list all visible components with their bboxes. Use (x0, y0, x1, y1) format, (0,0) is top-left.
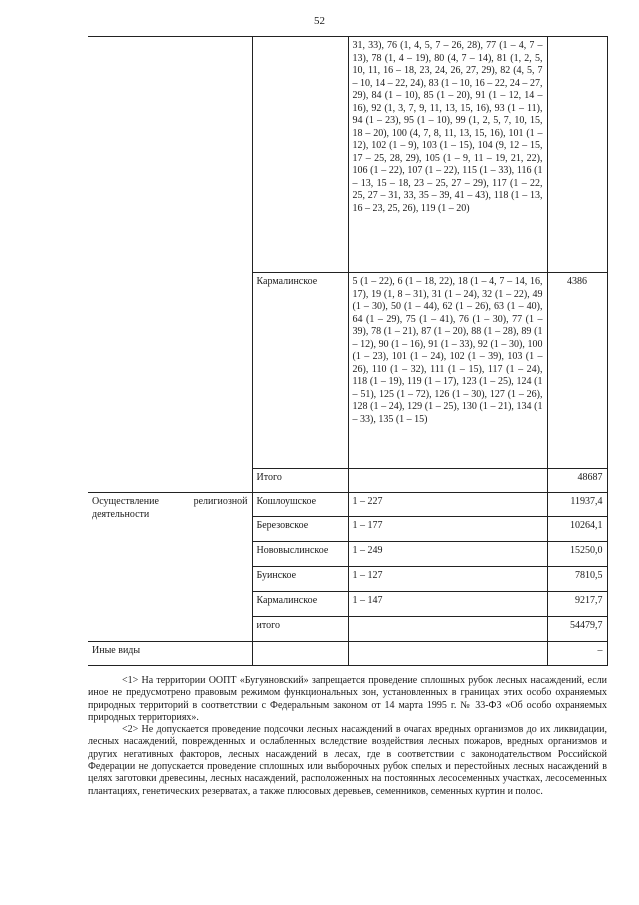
table-row (88, 37, 607, 273)
footnotes (88, 675, 607, 798)
table-row (88, 493, 607, 517)
forestry-cell (252, 642, 348, 666)
footnote-1: <1> На территории ООПТ «Бугуяновский» запрещается проведение сплошных рубок лесных насаждений, если иное не предусмотрено правовым режимом функциональных зон, установленных в границах этих особо охраняемых природных территорий в соответствии с Федеральным законом от 14 марта 1995 г. № 33-ФЗ «Об особо охраняемых природных территориях». (88, 675, 607, 723)
area-cell: 10264,1 (547, 517, 607, 542)
total-area-cell: 48687 (547, 469, 607, 493)
forestry-cell: Нововыслинское (252, 542, 348, 567)
quarters-cell: 5 (1 – 22), 6 (1 – 18, 22), 18 (1 – 4, 7 – 14, 16, 17), 19 (1, 8 – 31), 31 (1 – 24), 32 (1 – 22), 49 (1 – 30), 50 (1 – 44), 62 (1 – 26), 63 (1 – 40), 64 (1 – 29), 75 (1 – 41), 76 (1 – 30), 77 (1 – 39), 78 (1 – 21), 87 (1 – 20), 88 (1 – 28), 89 (1 – 12), 90 (1 – 16), 91 (1 – 33), 92 (1 – 30), 100 (1 – 23), 101 (1 – 24), 102 (1 – 39), 103 (1 – 26), 110 (1 – 32), 111 (1 – 15), 117 (1 – 24), 118 (1 – 19), 119 (1 – 17), 123 (1 – 25), 124 (1 – 51), 125 (1 – 72), 126 (1 – 30), 127 (1 – 26), 128 (1 – 24), 129 (1 – 25), 130 (1 – 21), 134 (1 – 33), 135 (1 – 15) (348, 273, 547, 469)
quarters-cell (348, 642, 547, 666)
quarters-cell: 1 – 127 (348, 567, 547, 592)
area-cell: 9217,7 (547, 592, 607, 617)
quarters-cell: 1 – 147 (348, 592, 547, 617)
forest-use-table (88, 36, 608, 666)
area-cell: – (547, 642, 607, 666)
quarters-cell: 31, 33), 76 (1, 4, 5, 7 – 26, 28), 77 (1 – 4, 7 – 13), 78 (1, 4 – 19), 80 (4, 7 – 14), 81 (1, 2, 5, 10, 11, 16 – 18, 23, 24, 26, 27, 29), 82 (4, 5, 7 – 10, 14 – 22, 24), 83 (1 – 10, 16 – 22, 24 – 27, 29), 84 (1 – 10), 85 (1 – 20), 91 (1 – 12, 14 – 16), 92 (1, 3, 7, 9, 11, 13, 15, 16), 93 (1 – 11), 94 (1 – 23), 95 (1 – 10), 99 (1, 2, 5, 7, 10, 15, 18 – 20), 100 (4, 7, 8, 11, 13, 15, 16), 101 (1 – 12), 102 (1 – 9), 103 (1 – 15), 104 (9, 12 – 15, 17 – 25, 28, 29), 105 (1 – 9, 11 – 19, 21, 22), 106 (1 – 22), 107 (1 – 22), 115 (1 – 33), 116 (1 – 13, 15 – 18, 23 – 25, 27 – 29), 117 (1 – 22, 25, 27 – 31, 33, 35 – 39, 41 – 43), 118 (1 – 13, 16 – 23, 25, 26), 119 (1 – 20) (348, 37, 547, 273)
quarters-cell: 1 – 227 (348, 493, 547, 517)
area-cell (547, 37, 607, 273)
activity-cell: Иные виды (88, 642, 252, 666)
total-label-cell: итого (252, 617, 348, 642)
area-cell: 11937,4 (547, 493, 607, 517)
quarters-cell: 1 – 249 (348, 542, 547, 567)
area-cell: 4386 (547, 273, 607, 469)
table-row (88, 642, 607, 666)
quarters-cell: 1 – 177 (348, 517, 547, 542)
forestry-cell: Березовское (252, 517, 348, 542)
forestry-cell: Кошлоушское (252, 493, 348, 517)
page-number: 52 (314, 15, 325, 27)
footnote-2: <2> Не допускается проведение подсочки лесных насаждений в очагах вредных организмов до их ликвидации, лесных насаждений, поврежденных и ослабленных вследствие воздействия лесных пожаров, вредных организмов и других негативных факторов, лесных насаждений в лесах, где в соответствии с законодательством Российской Федерации не допускается проведение сплошных или выборочных рубок спелых и перестойных лесных насаждений в целях заготовки древесины, лесных насаждений, расположенных на постоянных лесосеменных участках, лесосеменных плантациях, генетических резерватах, а также плюсовых деревьев, семенников, семенных куртин и полос. (88, 724, 607, 797)
forestry-cell: Буинское (252, 567, 348, 592)
area-cell: 15250,0 (547, 542, 607, 567)
activity-cell (88, 37, 252, 493)
forestry-cell: Кармалинское (252, 592, 348, 617)
quarters-cell (348, 617, 547, 642)
total-area-cell: 54479,7 (547, 617, 607, 642)
quarters-cell (348, 469, 547, 493)
total-label-cell: Итого (252, 469, 348, 493)
activity-cell: Осуществление религиозной деятельности (88, 493, 252, 642)
forestry-cell (252, 37, 348, 273)
forestry-cell: Кармалинское (252, 273, 348, 469)
area-cell: 7810,5 (547, 567, 607, 592)
